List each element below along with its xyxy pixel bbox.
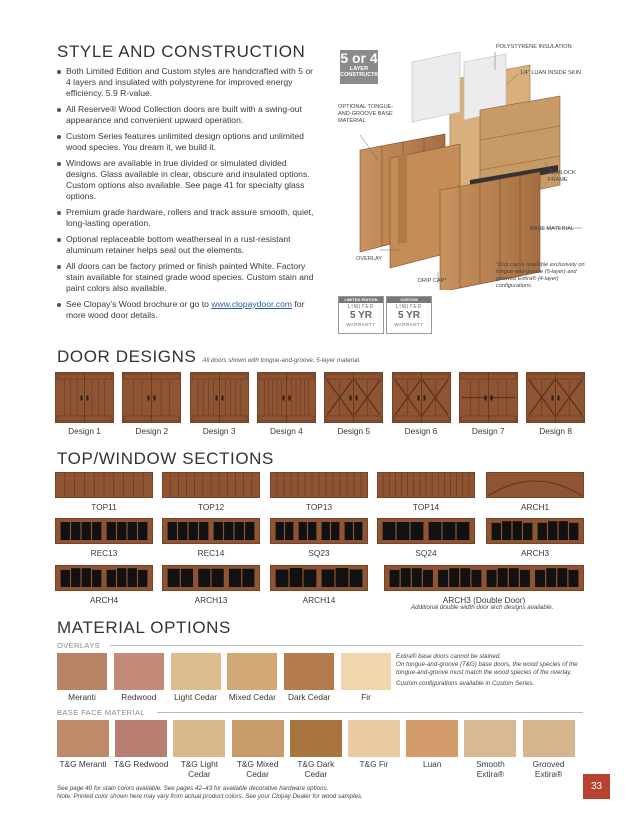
overlay-swatch — [341, 653, 391, 690]
section-title-material-options: MATERIAL OPTIONS — [57, 618, 231, 637]
overlay-swatch-label: Meranti — [68, 692, 96, 702]
callout-base-material: BASE MATERIAL — [530, 226, 575, 232]
window-section-image — [486, 472, 584, 498]
base-face-swatch-label: T&G Mixed Cedar — [236, 759, 279, 779]
callout-polystyrene: POLYSTYRENE INSULATION — [496, 44, 572, 50]
layer-badge-line2: CONSTRUCTION — [340, 72, 385, 78]
overlay-notes — [396, 653, 586, 688]
material-footnote: See page 40 for stain colors available. See pages 42–43 for available decorative hardware options. — [57, 785, 329, 792]
clopay-website-link[interactable]: www.clopaydoor.com — [211, 299, 293, 309]
base-face-swatch-label: T&G Meranti — [59, 759, 107, 769]
door-design-thumbnail — [459, 372, 518, 423]
warranty-badge-title: LIMITED EDITION — [339, 297, 383, 303]
base-face-swatch-label: T&G Redwood — [113, 759, 169, 769]
window-section-label: ARCH3 (Double Door) — [442, 595, 526, 605]
overlay-swatch — [57, 653, 107, 690]
overlays-divider — [110, 645, 583, 646]
base-face-swatch — [348, 720, 400, 757]
window-section-image — [384, 565, 584, 591]
window-section-label: ARCH3 — [520, 548, 550, 558]
window-section-image — [377, 518, 475, 544]
layer-badge-number: 5 or 4 — [340, 50, 378, 66]
callout-overlay: OVERLAY — [356, 256, 383, 262]
window-section-label: REC14 — [197, 548, 225, 558]
layer-construction-diagram — [330, 40, 590, 340]
door-design-label: Design 7 — [471, 426, 505, 436]
warranty-badge-limited: LIMITED — [347, 304, 375, 310]
window-section-image — [55, 472, 153, 498]
warranty-badge-label: WARRANTY — [346, 322, 376, 327]
drip-cap-note: *Drip cap is available exclusively on tongue-and-groove (5-layer) and grooved Extira® (4-layer) configurations. — [496, 262, 585, 289]
material-footnote: Note: Printed color shown here may vary from actual product colors. See your Clopay Dealer for wood samples. — [57, 793, 363, 800]
warranty-badge-years: 5 YR — [397, 310, 421, 321]
window-section-label: ARCH14 — [302, 595, 336, 605]
warranty-badge-label: WARRANTY — [394, 322, 424, 327]
overlay-swatch-label: Fir — [361, 692, 371, 702]
callout-luan: 1/4" LUAN INSIDE SKIN — [520, 70, 582, 76]
door-design-thumbnail — [526, 372, 585, 423]
door-design-thumbnail — [392, 372, 451, 423]
door-design-thumbnail — [122, 372, 181, 423]
callout-tongue-groove: OPTIONAL TONGUE-AND-GROOVE BASE MATERIAL — [338, 104, 394, 124]
window-section-image — [486, 518, 584, 544]
section-title-door-designs — [57, 347, 361, 367]
construction-bullet: Custom Series features unlimited design options and unlimited wood species. You dream it, we build it. — [57, 131, 319, 153]
window-section-label: SQ24 — [415, 548, 437, 558]
bullet-text: See Clopay's Wood brochure or go to — [66, 299, 212, 309]
door-design-label: Design 4 — [270, 426, 303, 436]
base-face-swatch — [464, 720, 516, 757]
base-face-swatch — [115, 720, 167, 757]
door-design-label: Design 3 — [202, 426, 236, 436]
construction-bullet: Premium grade hardware, rollers and track assure smooth, quiet, long-lasting operation. — [57, 207, 319, 229]
door-design-thumbnail — [257, 372, 316, 423]
base-face-divider — [157, 712, 583, 713]
base-face-swatch — [173, 720, 225, 757]
overlay-note: Extira® base doors cannot be stained. — [396, 653, 501, 660]
window-section-label: REC13 — [90, 548, 118, 558]
warranty-badge-title: CUSTOM — [387, 297, 431, 303]
door-designs-subheading: All doors shown with tongue-and-groove, 5-layer material. — [202, 357, 361, 364]
overlay-swatch — [284, 653, 334, 690]
window-section-label: ARCH1 — [520, 502, 550, 512]
construction-bullet: Windows are available in true divided or simulated divided designs. Glass available in clear, obscure and insulated options. Custom options also available. See page 41 for specialty glass options. — [57, 158, 319, 202]
warranty-badge-limited: LIMITED — [395, 304, 423, 310]
door-design-thumbnail — [55, 372, 114, 423]
construction-bullet: Optional replaceable bottom weatherseal in a rust-resistant aluminum retainer helps seal out the elements. — [57, 234, 319, 256]
window-section-label: TOP11 — [91, 502, 117, 512]
bullet-text: for more wood door details. — [66, 299, 305, 320]
base-face-swatch — [232, 720, 284, 757]
base-face-swatch-label: T&G Dark Cedar — [297, 759, 335, 779]
callout-hemlock: HEMLOCK FRAME — [548, 170, 576, 183]
construction-bullet: Both Limited Edition and Custom styles are handcrafted with 5 or 4 layers and insulated with polystyrene for improved energy efficiency. 5.9 R-value. — [57, 66, 319, 99]
overlays-label: OVERLAYS — [57, 641, 101, 650]
overlay-swatch-label: Light Cedar — [174, 692, 218, 702]
overlay-swatch — [227, 653, 277, 690]
door-design-label: Design 2 — [135, 426, 169, 436]
door-design-thumbnail — [324, 372, 383, 423]
window-section-image — [55, 518, 153, 544]
base-face-label: BASE FACE MATERIAL — [57, 708, 145, 717]
window-section-image — [270, 472, 368, 498]
door-designs-heading: DOOR DESIGNS — [57, 347, 197, 366]
overlay-note: On tongue-and-groove (T&G) base doors, the wood species of the tongue-and-groove must match the wood species of the overlay. — [396, 661, 578, 676]
material-footnotes — [57, 785, 457, 801]
window-section-label: TOP12 — [197, 502, 225, 512]
door-design-label: Design 1 — [68, 426, 101, 436]
base-face-swatch-label: Smooth Extira® — [476, 759, 505, 779]
window-section-image — [270, 565, 368, 591]
door-design-label: Design 8 — [539, 426, 572, 436]
window-section-label: SQ23 — [308, 548, 330, 558]
window-section-label: TOP14 — [412, 502, 440, 512]
window-section-image — [162, 472, 260, 498]
overlay-swatch — [171, 653, 221, 690]
window-section-label: ARCH13 — [194, 595, 228, 605]
overlay-note: Custom configurations available in Custom Series. — [396, 680, 535, 687]
window-section-image — [162, 518, 260, 544]
base-face-swatch — [290, 720, 342, 757]
page-number: 33 — [583, 774, 610, 799]
window-section-image — [270, 518, 368, 544]
warranty-badge-custom — [386, 296, 432, 334]
exploded-layers-illustration — [330, 40, 590, 290]
door-design-label: Design 6 — [404, 426, 438, 436]
base-face-swatch-label: Grooved Extira® — [532, 759, 565, 779]
base-face-swatch — [57, 720, 109, 757]
base-face-swatch — [523, 720, 575, 757]
construction-bullet: All Reserve® Wood Collection doors are built with a swing-out appearance and convenient upward operation. — [57, 104, 319, 126]
overlay-swatch-label: Dark Cedar — [287, 692, 331, 702]
construction-bullet-website — [57, 299, 319, 321]
warranty-badge-years: 5 YR — [349, 310, 373, 321]
base-face-swatch-label: T&G Fir — [359, 759, 389, 769]
base-face-swatch-label: T&G Light Cedar — [180, 759, 219, 779]
callout-drip-cap: DRIP CAP* — [418, 278, 447, 284]
base-face-swatch — [406, 720, 458, 757]
construction-bullet-list — [57, 66, 319, 326]
base-face-swatch-label: Luan — [422, 759, 442, 769]
window-section-image — [162, 565, 260, 591]
overlay-swatch-label: Mixed Cedar — [228, 692, 276, 702]
construction-bullet: All doors can be factory primed or finish painted White. Factory stain available for stained grade wood species. Custom stain and paint colors also available. — [57, 261, 319, 294]
layer-badge-line1: LAYER — [349, 66, 369, 72]
window-section-image — [55, 565, 153, 591]
window-section-label: ARCH4 — [89, 595, 119, 605]
window-section-label: TOP13 — [305, 502, 333, 512]
door-design-label: Design 5 — [337, 426, 371, 436]
window-section-image — [377, 472, 475, 498]
double-door-note: Additional double width door arch designs available. — [411, 604, 554, 611]
overlay-swatch-label: Redwood — [121, 692, 157, 702]
section-title-top-window: TOP/WINDOW SECTIONS — [57, 449, 274, 468]
section-title-style-construction: STYLE AND CONSTRUCTION — [57, 42, 306, 61]
warranty-badge-limited-edition — [338, 296, 384, 334]
door-design-thumbnail — [190, 372, 249, 423]
overlay-swatch — [114, 653, 164, 690]
